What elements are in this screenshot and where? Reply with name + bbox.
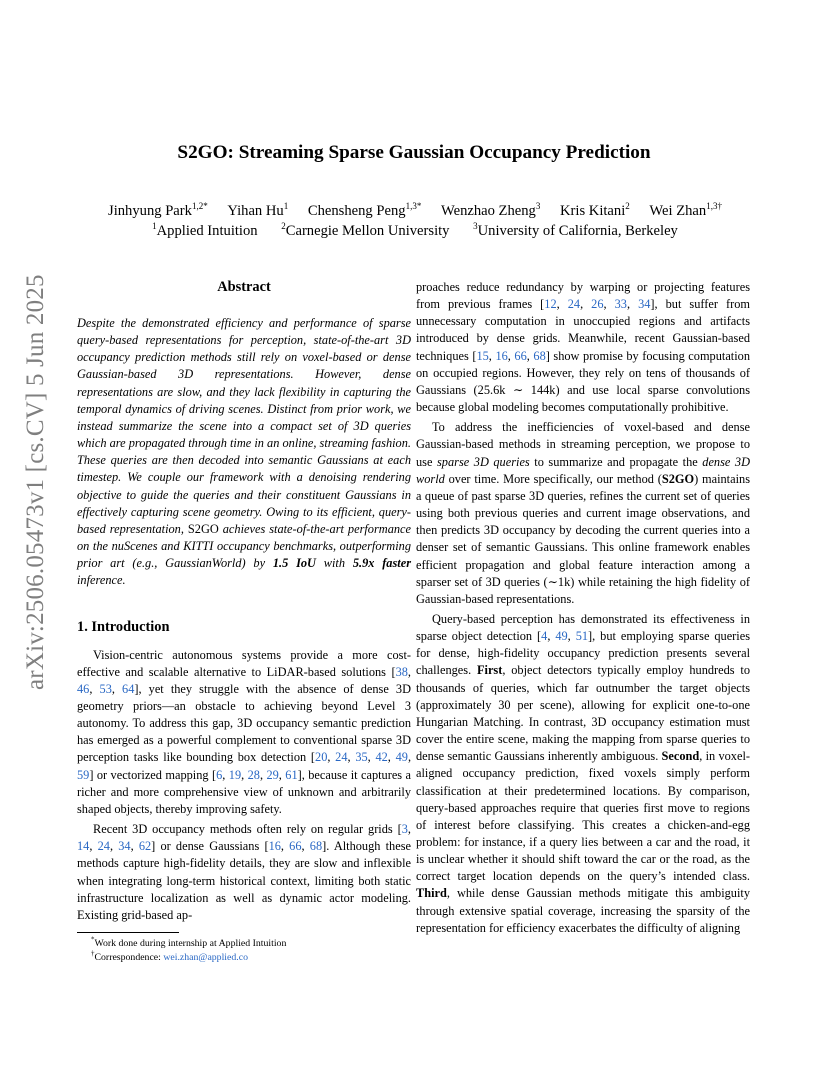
footnote-divider <box>77 932 179 933</box>
paper-title: S2GO: Streaming Sparse Gaussian Occupancy Prediction <box>177 142 651 163</box>
intro-paragraph-2: Recent 3D occupancy methods often rely on regular grids [3, 14, 24, 34, 62] or dense Gaussians [16, 66, 68]. Although these methods capture high-fidelity details, they are slow and inflexible when integrating long-term historical context, limiting both static infrastructure localization as well as dynamic actor modeling. Existing grid-based ap- <box>77 822 411 922</box>
author: Wei Zhan$^{1,3\dagger}$ <box>649 201 722 219</box>
left-column <box>77 276 411 927</box>
citation-link[interactable]: 16 <box>268 839 281 854</box>
author-list <box>40 201 790 222</box>
citation-link[interactable]: 24 <box>567 297 581 312</box>
citation-link[interactable]: 4 <box>541 629 548 644</box>
author: Kris Kitani$^2$ <box>560 201 630 219</box>
author: Jinhyung Park$^{1,2*}$ <box>108 201 208 219</box>
author: Chensheng Peng$^{1,3*}$ <box>307 201 422 219</box>
footnote: †Correspondence: wei.zhan@applied.co <box>91 949 248 963</box>
footnote: *Work done during internship at Applied Intuition <box>91 935 287 949</box>
citation-link[interactable]: 42 <box>375 750 388 765</box>
affiliation-list <box>40 221 790 242</box>
affiliation: $^1$Applied Intuition <box>152 221 258 239</box>
citation-link[interactable]: 3 <box>401 822 408 837</box>
citation-link[interactable]: 62 <box>138 839 152 854</box>
citation-link[interactable]: 35 <box>355 750 368 765</box>
abstract-body: Despite the demonstrated efficiency and performance of sparse query-based representations for perception, state-of-the-art 3D occupancy prediction methods still rely on voxel-based or dense Gaussian-based 3D representations. However, dense representations are slow, and they lack flexibility in capturing the temporal dynamics of driving scenes. Distinct from prior work, we instead summarize the scene into a compact set of 3D queries which are propagated through time in an online, streaming fashion. These queries are then decoded into semantic Gaussians at each timestep. We couple our framework with a denoising rendering objective to guide the queries and their constituent Gaussians in effectively capturing scene geometry. Owing to its efficient, query-based representation, S2GO achieves state-of-the-art performance on the nuScenes and KITTI occupancy benchmarks, outperforming prior art (e.g., GaussianWorld) by 1.5 IoU with 5.9x faster inference. <box>77 316 411 588</box>
citation-link[interactable]: 49 <box>555 629 568 644</box>
citation-link[interactable]: 64 <box>122 681 135 696</box>
citation-link[interactable]: 53 <box>99 681 112 696</box>
citation-link[interactable]: 66 <box>289 839 302 854</box>
abstract-heading: Abstract <box>217 279 271 295</box>
citation-link[interactable]: 51 <box>575 629 589 644</box>
right-column <box>416 279 750 940</box>
author: Wenzhao Zheng$^3$ <box>440 201 541 219</box>
footnotes <box>77 932 411 965</box>
body-paragraph: proaches reduce redundancy by warping or projecting features from previous frames [12, 24, 26, 33, 34], but suffer from unnecessary computation in unoccupied regions and artifacts introduced by dense grids. Meanwhile, recent Gaussian-based techniques [15, 16, 66, 68] show promise by focusing computation on occupied regions. However, they rely on tens of thousands of Gaussians (25.6k ∼ 144k) and use local sparse convolutions because global modeling becomes computationally prohibitive. <box>416 280 751 415</box>
citation-link[interactable]: 59 <box>77 767 90 782</box>
affiliation: $^3$University of California, Berkeley <box>473 221 678 239</box>
citation-link[interactable]: 20 <box>315 750 328 765</box>
citation-link[interactable]: 6 <box>216 767 223 782</box>
affiliation: $^2$Carnegie Mellon University <box>281 221 450 239</box>
citation-link[interactable]: 66 <box>514 348 527 363</box>
intro-paragraph-1: Vision-centric autonomous systems provide a more cost-effective and scalable alternative to LiDAR-based solutions [38, 46, 53, 64], yet they struggle with the absence of dense 3D geometry priors—an obstacle to achieving beyond Level 3 autonomy. To address this gap, 3D occupancy semantic prediction has emerged as a powerful complement to conventional sparse 3D perception tasks like bounding box detection [20, 24, 35, 42, 49, 59] or vectorized mapping [6, 19, 28, 29, 61], because it captures a richer and more comprehensive view of unknown and arbitrarily shaped objects, thereby improving safety. <box>77 647 412 816</box>
section-heading-introduction: 1. Introduction <box>77 618 170 635</box>
citation-link[interactable]: 61 <box>285 767 298 782</box>
citation-link[interactable]: 12 <box>544 297 557 312</box>
citation-link[interactable]: 29 <box>266 767 279 782</box>
citation-link[interactable]: 68 <box>309 839 323 854</box>
citation-link[interactable]: 26 <box>591 297 604 312</box>
citation-link[interactable]: 19 <box>228 767 242 782</box>
author: Yihan Hu$^1$ <box>227 201 289 219</box>
citation-link[interactable]: 28 <box>247 767 260 782</box>
body-paragraph: To address the inefficiencies of voxel-based and dense Gaussian-based methods in streaming perception, we propose to use sparse 3D queries to summarize and propagate the dense 3D world over time. More specifically, our method (S2GO) maintains a queue of past sparse 3D queries, refines the current set of queries using both previous queries and current image observations, and then predicts 3D occupancy by decoding the current queries into a denser set of semantic Gaussians. This online framework enables efficient propagation and global feature interaction among a sparser set of 3D queries (∼1k) while retaining the high fidelity of Gaussian-based representations. <box>416 420 750 606</box>
citation-link[interactable]: 68 <box>533 348 546 363</box>
arxiv-identifier: arXiv:2506.05473v1 [cs.CV] 5 Jun 2025 <box>22 274 49 690</box>
citation-link[interactable]: 33 <box>614 297 627 312</box>
citation-link[interactable]: 49 <box>395 750 408 765</box>
citation-link[interactable]: 24 <box>97 839 110 854</box>
citation-link[interactable]: 15 <box>476 348 489 363</box>
citation-link[interactable]: 34 <box>638 297 651 312</box>
citation-link[interactable]: 14 <box>77 839 90 854</box>
body-paragraph: Query-based perception has demonstrated its effectiveness in sparse object detection [4, 49, 51], but employing sparse queries for dense, high-fidelity occupancy prediction presents several challenges. First, object detectors typically employ hundreds to thousands of queries, which far outnumber the target objects (approximately 30 per scene), allowing for explicit one-to-one Hungarian Matching. In contrast, 3D occupancy estimation must cover the entire scene, making the mapping from sparse queries to dense semantic Gaussians inherently ambiguous. Second, in voxel-aligned occupancy prediction, fixed voxels simply perform classification at their predetermined locations. By comparison, query-based approaches require that queries first move to regions of interest before classifying. This creates a chicken-and-egg problem: for instance, if a query lies between a car and the road, it is unclear whether it should shift toward the car or the road, as the correct target location depends on the query’s intended class. Third, while dense Gaussian methods mitigate this ambiguity through extensive spatial coverage, increasing the sparsity of the representation for efficiency exacerbates the difficulty of aligning <box>416 611 751 935</box>
citation-link[interactable]: 16 <box>495 348 508 363</box>
citation-link[interactable]: 46 <box>77 681 90 696</box>
correspondence-email-link[interactable]: wei.zhan@applied.co <box>163 952 248 963</box>
citation-link[interactable]: 24 <box>335 750 348 765</box>
citation-link[interactable]: 38 <box>395 664 408 679</box>
citation-link[interactable]: 34 <box>118 839 131 854</box>
